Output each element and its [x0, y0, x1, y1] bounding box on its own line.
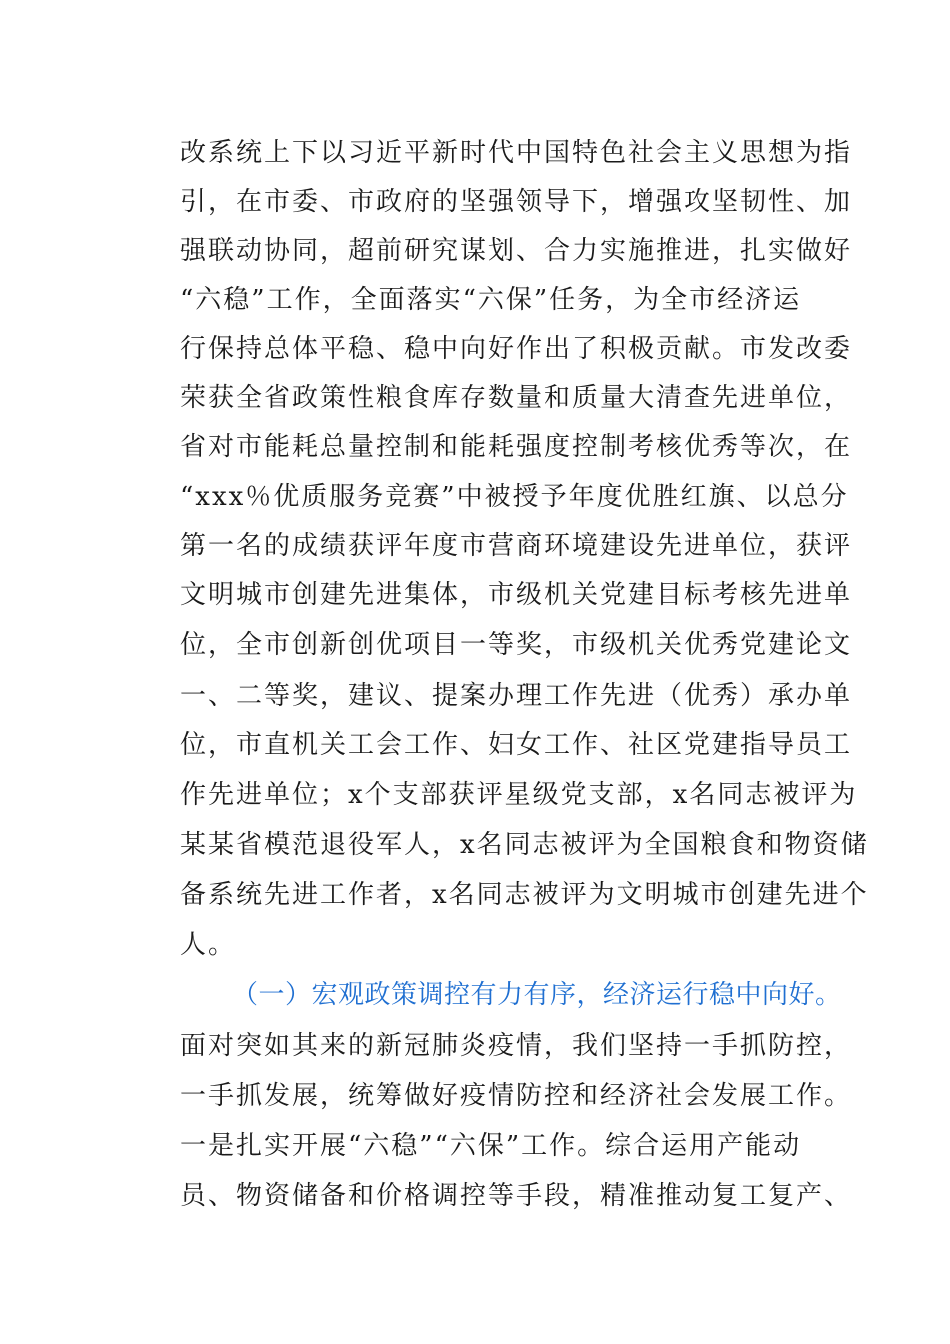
paragraph-line: 省对市能耗总量控制和能耗强度控制考核优秀等次，在 [180, 432, 853, 462]
paragraph-line: 强联动协同，超前研究谋划、合力实施推进，扎实做好 [180, 236, 853, 266]
paragraph-line: 引，在市委、市政府的坚强领导下，增强攻坚韧性、加 [180, 187, 853, 217]
paragraph-line: “六稳”工作，全面落实“六保”任务，为全市经济运 [180, 285, 802, 315]
paragraph-line: 某某省模范退役军人，x名同志被评为全国粮食和物资储 [180, 830, 869, 860]
paragraph-line: 面对突如其来的新冠肺炎疫情，我们坚持一手抓防控， [180, 1031, 853, 1061]
paragraph-line: 一、二等奖，建议、提案办理工作先进（优秀）承办单 [180, 681, 853, 711]
paragraph-line: 位，全市创新创优项目一等奖，市级机关优秀党建论文 [180, 630, 853, 660]
paragraph-line: “xxx％优质服务竞赛”中被授予年度优胜红旗、以总分 [180, 482, 849, 512]
paragraph-line: 行保持总体平稳、稳中向好作出了积极贡献。市发改委 [180, 334, 853, 364]
paragraph-line: 第一名的成绩获评年度市营商环境建设先进单位，获评 [180, 531, 853, 561]
paragraph-line: 文明城市创建先进集体，市级机关党建目标考核先进单 [180, 580, 853, 610]
paragraph-line: 员、物资储备和价格调控等手段，精准推动复工复产、 [180, 1181, 853, 1211]
paragraph-line: 备系统先进工作者，x名同志被评为文明城市创建先进个 [180, 880, 869, 910]
paragraph-line: 作先进单位；x个支部获评星级党支部，x名同志被评为 [180, 780, 858, 810]
paragraph-line: 一手抓发展，统筹做好疫情防控和经济社会发展工作。 [180, 1081, 853, 1111]
paragraph-line: 位，市直机关工会工作、妇女工作、社区党建指导员工 [180, 730, 853, 760]
paragraph-line: 一是扎实开展“六稳”“六保”工作。综合运用产能动 [180, 1131, 802, 1161]
paragraph-line: 荣获全省政策性粮食库存数量和质量大清查先进单位， [180, 383, 853, 413]
section-heading: （一）宏观政策调控有力有序，经济运行稳中向好。 [232, 980, 842, 1010]
paragraph-line: 改系统上下以习近平新时代中国特色社会主义思想为指 [180, 138, 853, 168]
paragraph-line: 人。 [180, 930, 237, 960]
